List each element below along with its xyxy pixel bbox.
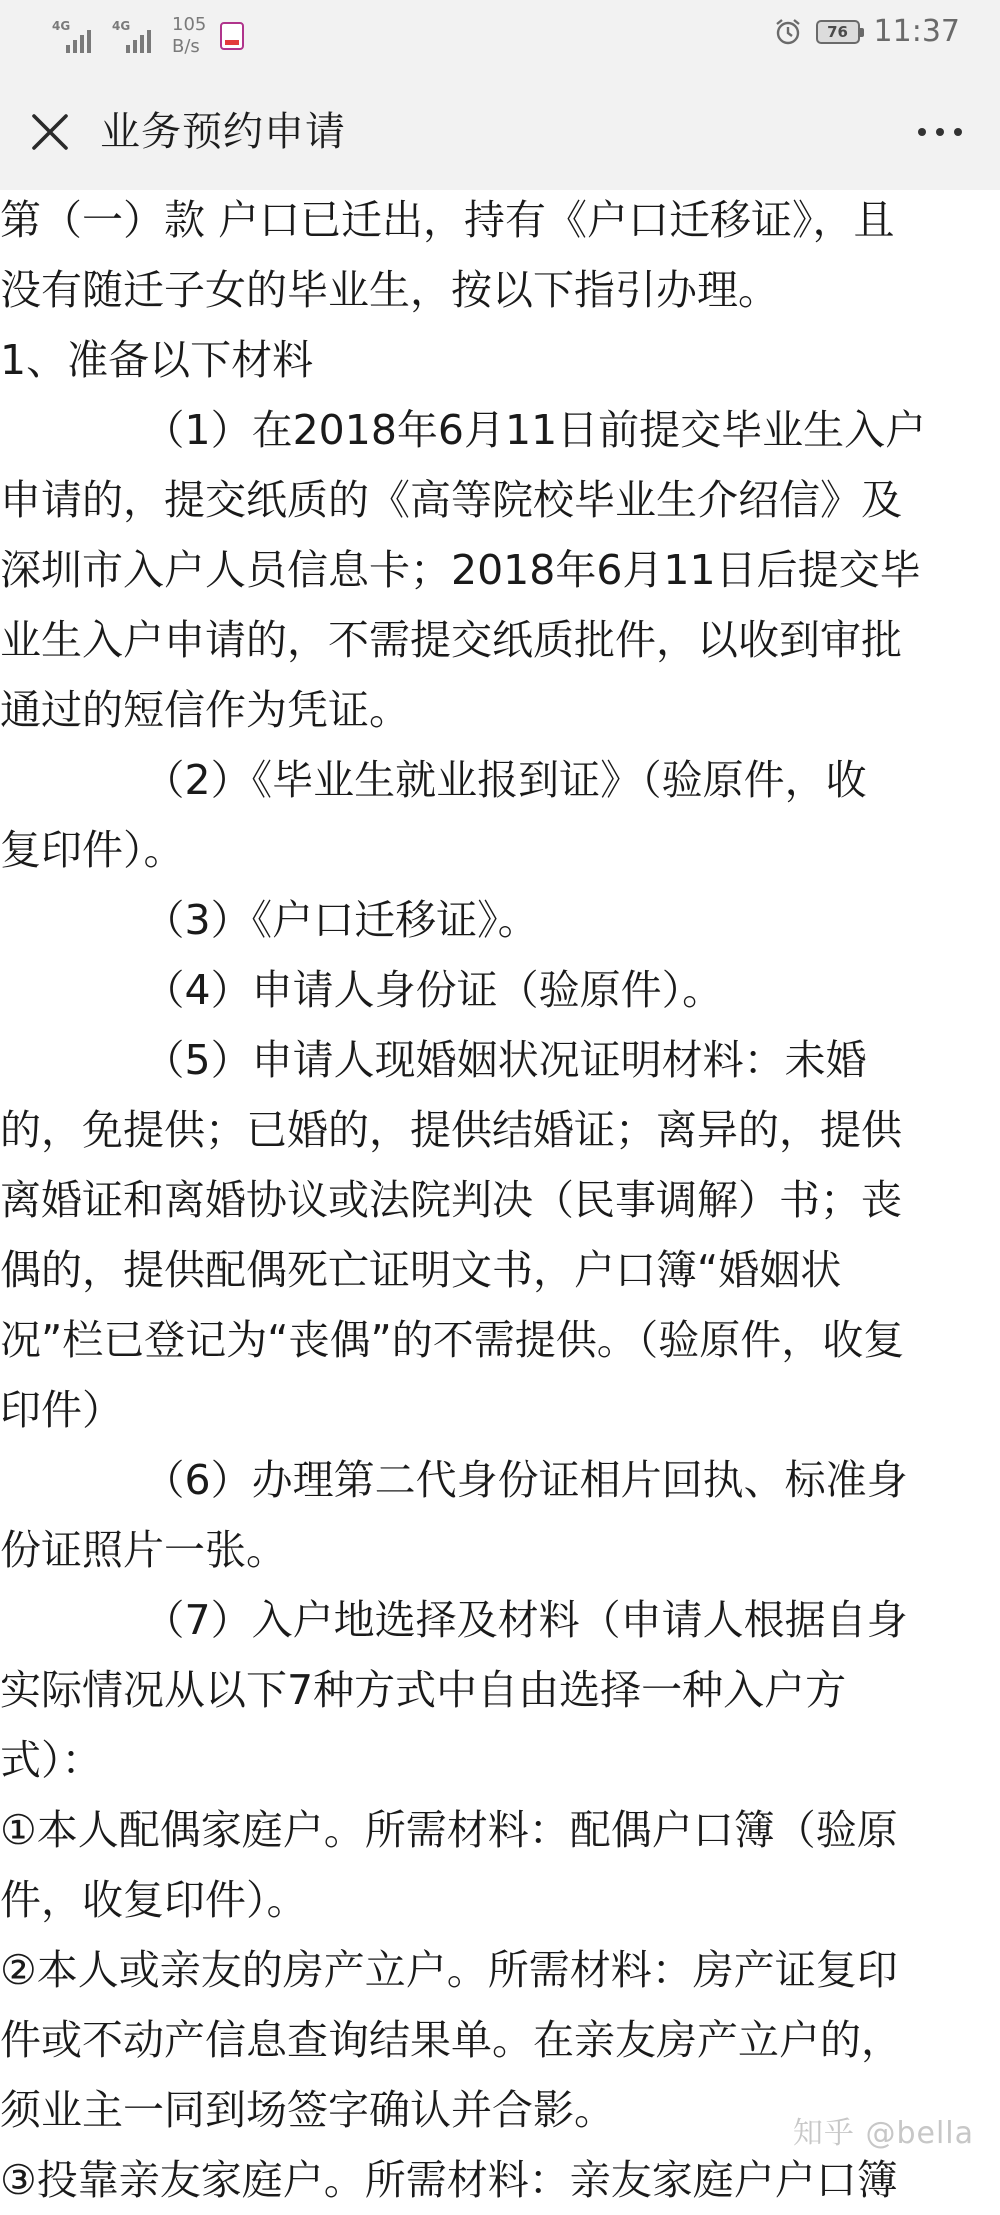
- text-line: （7）入户地选择及材料（申请人根据自身: [0, 1596, 908, 1644]
- text-line: 份证照片一张。: [0, 1526, 287, 1574]
- text-line: （2）《毕业生就业报到证》（验原件，收: [0, 756, 867, 804]
- text-line: 深圳市入户人员信息卡；2018年6月11日后提交毕: [0, 546, 921, 594]
- text-line: 的，免提供；已婚的，提供结婚证；离异的，提供: [0, 1106, 902, 1154]
- network-speed-value: 105: [172, 14, 207, 35]
- text-line: 况”栏已登记为“丧偶”的不需提供。（验原件，收复: [0, 1316, 905, 1364]
- text-line: 没有随迁子女的毕业生，按以下指引办理。: [0, 266, 779, 314]
- close-button[interactable]: [22, 104, 78, 160]
- text-line: 件或不动产信息查询结果单。在亲友房产立户的，: [0, 2016, 902, 2064]
- text-line: ②本人或亲友的房产立户。所需材料：房产证复印: [0, 1946, 898, 1994]
- text-line: 印件）: [0, 1386, 123, 1434]
- signal-icon: [112, 19, 158, 53]
- status-right: [774, 14, 960, 49]
- text-line: 申请的，提交纸质的《高等院校毕业生介绍信》及: [0, 476, 902, 524]
- text-line: 离婚证和离婚协议或法院判决（民事调解）书；丧: [0, 1176, 902, 1224]
- text-line: 偶的，提供配偶死亡证明文书，户口簿“婚姻状: [0, 1246, 842, 1294]
- battery-icon: [816, 20, 860, 44]
- page-title: 业务预约申请: [100, 109, 346, 155]
- status-left: [52, 14, 244, 58]
- text-line: （6）办理第二代身份证相片回执、标准身: [0, 1456, 908, 1504]
- text-line: 复印件）。: [0, 826, 185, 874]
- status-bar: [0, 0, 1000, 72]
- text-line: ①本人配偶家庭户。所需材料：配偶户口簿（验原: [0, 1806, 898, 1854]
- more-icon: [916, 126, 964, 138]
- text-line: （4）申请人身份证（验原件）。: [0, 966, 724, 1014]
- article-content: [0, 190, 1000, 2204]
- network-speed: [172, 14, 206, 58]
- signal-label: 4G: [52, 19, 71, 33]
- alarm-icon: [774, 18, 802, 46]
- text-line: 业生入户申请的，不需提交纸质批件，以收到审批: [0, 616, 902, 664]
- signal-label: 4G: [112, 19, 131, 33]
- text-line: 第（一）款 户口已迁出，持有《户口迁移证》，且: [0, 196, 895, 244]
- title-bar: [0, 72, 1000, 190]
- app-notification-icon: [220, 22, 244, 50]
- status-time: 11:37: [873, 14, 960, 49]
- text-line: ③投靠亲友家庭户。所需材料：亲友家庭户户口簿: [0, 2156, 898, 2204]
- text-line: 须业主一同到场签字确认并合影。: [0, 2086, 615, 2134]
- text-line: 通过的短信作为凭证。: [0, 686, 410, 734]
- text-line: （1）在2018年6月11日前提交毕业生入户: [0, 406, 927, 454]
- text-line: 式）：: [0, 1736, 103, 1784]
- close-icon: [30, 112, 70, 152]
- text-line: （5）申请人现婚姻状况证明材料：未婚: [0, 1036, 867, 1084]
- text-line: 1、准备以下材料: [0, 336, 314, 384]
- text-line: 实际情况从以下7种方式中自由选择一种入户方: [0, 1666, 847, 1714]
- signal-icon: [52, 19, 98, 53]
- text-line: （3）《户口迁移证》。: [0, 896, 539, 944]
- watermark: 知乎 @bella: [792, 2116, 974, 2151]
- text-line: 件，收复印件）。: [0, 1876, 308, 1924]
- network-speed-unit: B/s: [172, 36, 200, 57]
- battery-level: 76: [827, 22, 848, 41]
- more-button[interactable]: [910, 104, 970, 160]
